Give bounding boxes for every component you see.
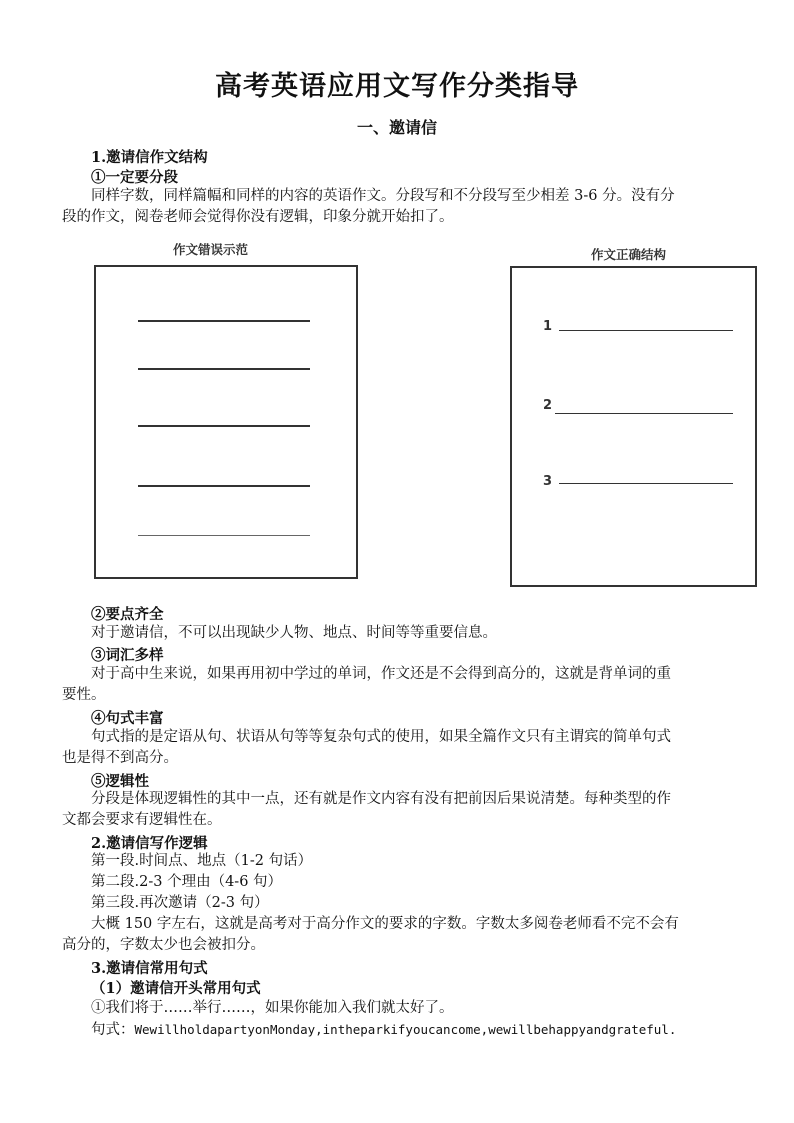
section-title: 一、邀请信 (356, 118, 437, 137)
part2-heading: 2.邀请信写作逻辑 (91, 835, 208, 852)
correct-structure-box (510, 266, 757, 587)
wrong-example-line (138, 535, 310, 536)
wrong-example-line (138, 320, 310, 322)
point4-text-line2: 也是得不到高分。 (62, 750, 178, 766)
point3-text-line2: 要性。 (62, 687, 106, 703)
point2-text: 对于邀请信，不可以出现缺少人物、地点、时间等等重要信息。 (91, 625, 497, 641)
point5-text-line2: 文都会要求有逻辑性在。 (62, 812, 222, 828)
paragraph-line (555, 413, 733, 414)
point2-heading: ②要点齐全 (91, 606, 164, 623)
point1-text-line1: 同样字数，同样篇幅和同样的内容的英语作文。分段写和不分段写至少相差 3-6 分。没有分 (91, 188, 675, 204)
pattern-text: WewillholdapartyonMonday,intheparkifyoucancome,wewillbehappyandgrateful. (134, 1022, 677, 1037)
point5-heading: ⑤逻辑性 (91, 773, 149, 790)
wrong-example-line (138, 485, 310, 487)
point4-text-line1: 句式指的是定语从句、状语从句等等复杂句式的使用，如果全篇作文只有主谓宾的简单句式 (91, 729, 671, 745)
point4-heading: ④句式丰富 (91, 710, 164, 727)
point5-text-line1: 分段是体现逻辑性的其中一点，还有就是作文内容有没有把前因后果说清楚。每种类型的作 (91, 791, 671, 807)
paragraph-number: 1 (543, 319, 553, 334)
wrong-example-box (94, 265, 358, 579)
paragraph1-plan: 第一段.时间点、地点（1-2 句话） (91, 853, 313, 869)
paragraph-number: 2 (543, 398, 553, 413)
point3-heading: ③词汇多样 (91, 647, 164, 664)
paragraph3-plan: 第三段.再次邀请（2-3 句） (91, 895, 269, 911)
pattern-label: 句式： (91, 1022, 135, 1038)
example-sentence: ①我们将于……举行……，如果你能加入我们就太好了。 (91, 1000, 454, 1016)
wrong-example-line (138, 368, 310, 370)
sentence-pattern (91, 1019, 676, 1041)
word-count-note-line2: 高分的，字数太少也会被扣分。 (62, 937, 265, 953)
wrong-example-caption: 作文错误示范 (173, 242, 249, 257)
point1-heading: ①一定要分段 (91, 169, 178, 186)
point3-text-line1: 对于高中生来说，如果再用初中学过的单词，作文还是不会得到高分的，这就是背单词的重 (91, 666, 671, 682)
correct-structure-caption: 作文正确结构 (591, 247, 667, 262)
word-count-note-line1: 大概 150 字左右，这就是高考对于高分作文的要求的字数。字数太多阅卷老师看不完不会有 (91, 916, 679, 932)
document-title: 高考英语应用文写作分类指导 (215, 71, 579, 102)
paragraph2-plan: 第二段.2-3 个理由（4-6 句） (91, 874, 283, 890)
paragraph-line (559, 483, 733, 484)
paragraph-line (559, 330, 733, 331)
part3-heading: 3.邀请信常用句式 (91, 960, 208, 977)
wrong-example-line (138, 425, 310, 427)
point1-text-line2: 段的作文，阅卷老师会觉得你没有逻辑，印象分就开始扣了。 (62, 209, 454, 225)
part1-heading: 1.邀请信作文结构 (91, 149, 208, 166)
paragraph-number: 3 (543, 474, 553, 489)
opening-sentences-heading: （1）邀请信开头常用句式 (91, 980, 261, 997)
